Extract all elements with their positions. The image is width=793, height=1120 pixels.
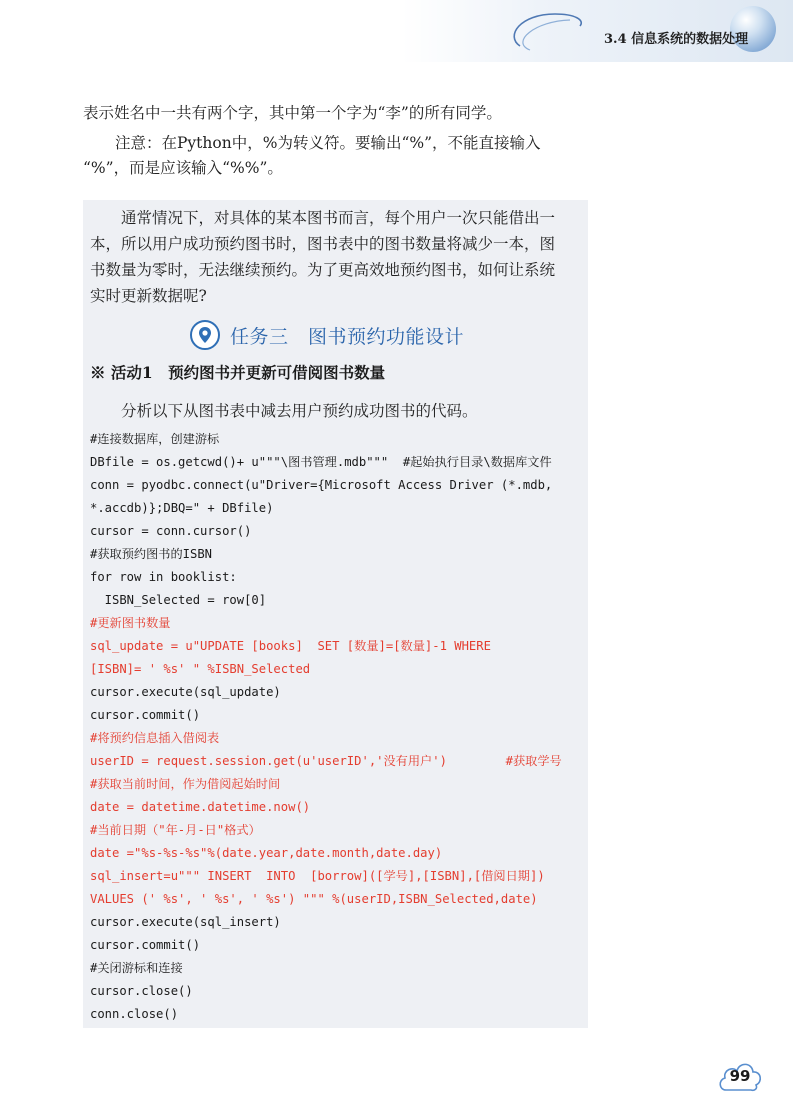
intro-line-3: “%”，而是应该输入“%%”。 — [83, 159, 283, 177]
code-line: #连接数据库，创建游标 — [90, 432, 220, 446]
box-paragraph-line-1: 通常情况下，对具体的某本图书而言，每个用户一次只能借出一 — [121, 209, 556, 227]
code-line: conn.close() — [90, 1007, 179, 1021]
box-paragraph-line-2: 本，所以用户成功预约图书时，图书表中的图书数量将减少一本，图 — [90, 235, 556, 253]
code-line: date ="%s-%s-%s"%(date.year,date.month,date.day) — [90, 846, 443, 860]
code-line: cursor = conn.cursor() — [90, 524, 252, 538]
code-line: #获取当前时间，作为借阅起始时间 — [90, 777, 281, 791]
page-number: 99 — [729, 1067, 751, 1085]
task-heading — [190, 318, 464, 352]
code-line: cursor.execute(sql_update) — [90, 685, 281, 699]
code-line: #关闭游标和连接 — [90, 961, 183, 975]
code-line: cursor.execute(sql_insert) — [90, 915, 281, 929]
code-line: ISBN_Selected = row[0] — [90, 593, 267, 607]
activity-title: ※ 活动1 预约图书并更新可借阅图书数量 — [90, 363, 386, 382]
code-line: sql_update = u"UPDATE [books] SET [数量]=[数量]-1 WHERE — [90, 639, 491, 653]
code-line: #将预约信息插入借阅表 — [90, 731, 220, 745]
code-line: conn = pyodbc.connect(u"Driver={Microsoft Access Driver (*.mdb, — [90, 478, 553, 492]
task-title: 任务三 图书预约功能设计 — [230, 325, 465, 348]
code-line: #当前日期（"年-月-日"格式） — [90, 823, 261, 837]
code-line: #更新图书数量 — [90, 616, 171, 630]
code-line: [ISBN]= ' %s' " %ISBN_Selected — [90, 662, 311, 676]
swoosh-decoration-icon — [500, 6, 590, 56]
intro-line-2: 注意：在Python中，%为转义符。要输出“%”，不能直接输入 — [115, 134, 541, 152]
analysis-text: 分析以下从图书表中减去用户预约成功图书的代码。 — [121, 402, 478, 420]
page-number-badge — [716, 1052, 764, 1096]
code-line: userID = request.session.get(u'userID','没有用户') #获取学号 — [90, 754, 562, 768]
code-line: cursor.close() — [90, 984, 193, 998]
code-line: VALUES (' %s', ' %s', ' %s') """ %(userID,ISBN_Selected,date) — [90, 892, 538, 906]
code-line: for row in booklist: — [90, 570, 237, 584]
code-line: DBfile = os.getcwd()+ u"""\图书管理.mdb""" #起始执行目录\数据库文件 — [90, 455, 552, 469]
code-line: cursor.commit() — [90, 938, 201, 952]
location-pin-icon — [190, 320, 220, 350]
code-line: date = datetime.datetime.now() — [90, 800, 311, 814]
code-line: *.accdb)};DBQ=" + DBfile) — [90, 501, 274, 515]
section-title: 3.4 信息系统的数据处理 — [604, 32, 749, 47]
code-line: sql_insert=u""" INSERT INTO [borrow]([学号],[ISBN],[借阅日期]) — [90, 869, 545, 883]
box-paragraph-line-3: 书数量为零时，无法继续预约。为了更高效地预约图书，如何让系统 — [90, 261, 556, 279]
box-paragraph-line-4: 实时更新数据呢? — [90, 287, 207, 305]
code-line: #获取预约图书的ISBN — [90, 547, 212, 561]
intro-line-1: 表示姓名中一共有两个字，其中第一个字为“李”的所有同学。 — [83, 104, 502, 122]
code-line: cursor.commit() — [90, 708, 201, 722]
